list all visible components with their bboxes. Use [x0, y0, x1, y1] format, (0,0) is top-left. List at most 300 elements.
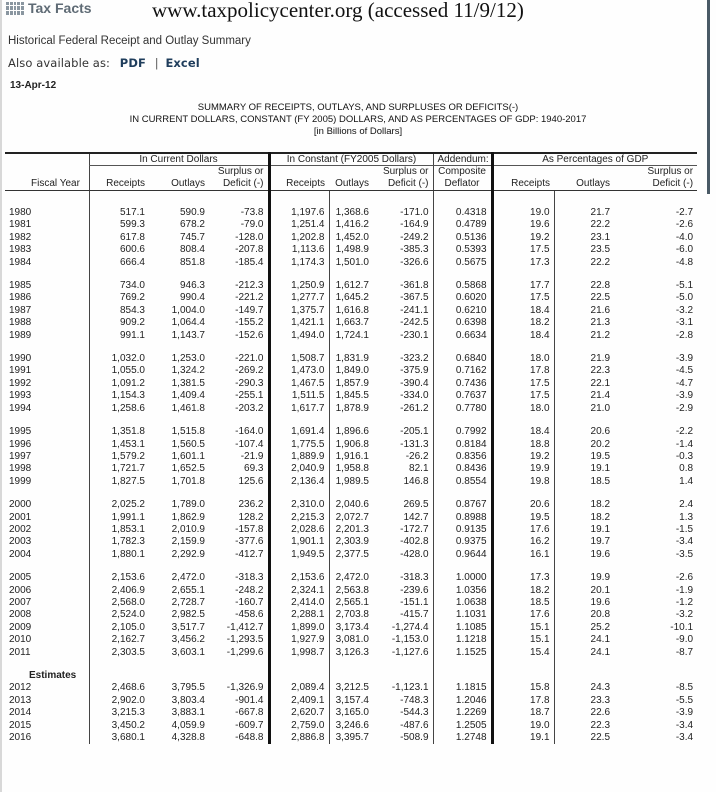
spacer-row — [5, 488, 697, 499]
value-cell: 0.8184 — [433, 439, 492, 451]
value-cell: -4.8 — [675, 256, 694, 268]
value-cell: 22.2 — [554, 257, 614, 269]
value-cell: 3,603.1 — [171, 646, 205, 658]
value-cell: 1.1815 — [433, 682, 492, 694]
value-cell: -1,127.6 — [391, 646, 429, 658]
value-cell: 2,310.0 — [269, 499, 329, 511]
value-cell: -10.1 — [670, 621, 694, 633]
value-cell: 3,803.4 — [171, 694, 205, 706]
value-cell: 17.3 — [492, 572, 554, 584]
value-cell: -609.7 — [235, 719, 264, 731]
value-cell: 3,215.3 — [89, 707, 149, 719]
value-cell: -128.0 — [235, 231, 264, 243]
table-body — [5, 191, 697, 745]
value-cell: 1,511.5 — [269, 390, 329, 402]
link-separator: | — [154, 56, 159, 70]
value-cell: 1,880.1 — [89, 549, 149, 561]
value-cell: 16.2 — [492, 536, 554, 548]
value-cell: -4.7 — [675, 377, 694, 389]
value-cell: 18.4 — [492, 305, 554, 317]
group-header-row — [5, 153, 697, 166]
value-cell: 269.5 — [403, 499, 429, 511]
value-cell: 18.0 — [492, 403, 554, 415]
value-cell: 1.0356 — [433, 585, 492, 597]
value-cell: -1.9 — [675, 584, 694, 596]
value-cell: -487.6 — [400, 719, 429, 731]
value-cell: 1.1525 — [433, 647, 492, 659]
value-cell: 1,154.3 — [89, 390, 149, 402]
fiscal-year-cell: 2008 — [9, 609, 32, 621]
table-row — [5, 207, 697, 219]
value-cell: -508.9 — [400, 732, 429, 744]
value-cell: -2.9 — [675, 402, 694, 414]
value-cell: 2,136.4 — [269, 476, 329, 488]
value-cell: 1,899.0 — [269, 622, 329, 634]
value-cell: 2,406.9 — [89, 585, 149, 597]
value-cell: 2,759.0 — [269, 720, 329, 732]
value-cell: 1,721.7 — [89, 463, 149, 475]
col-header: Deficit (-) — [373, 177, 433, 191]
value-cell: -1,412.7 — [226, 621, 264, 633]
value-cell: -131.3 — [400, 438, 429, 450]
value-cell: 1,845.5 — [329, 390, 373, 402]
value-cell: -1,123.1 — [391, 682, 429, 694]
value-cell: -323.2 — [400, 353, 429, 365]
value-cell: 2,201.3 — [329, 524, 373, 536]
fiscal-year-cell: 1983 — [9, 244, 32, 256]
value-cell: 0.8356 — [433, 451, 492, 463]
value-cell: 3,517.7 — [171, 621, 205, 633]
value-cell: -1,326.9 — [226, 682, 264, 694]
summary-line-3: [in Billions of Dollars] — [313, 126, 403, 137]
value-cell: 18.4 — [492, 426, 554, 438]
value-cell: -361.8 — [400, 280, 429, 292]
scrollbar-edge — [707, 0, 710, 54]
table-row — [5, 585, 697, 597]
value-cell: 1,789.0 — [171, 499, 205, 511]
fiscal-year-cell: 2010 — [9, 634, 32, 646]
value-cell: 21.7 — [554, 207, 614, 219]
value-cell: 19.6 — [554, 549, 614, 561]
value-cell: 1,498.9 — [329, 244, 373, 256]
table-row — [5, 378, 697, 390]
value-cell: 1.3 — [679, 511, 694, 523]
fiscal-year-cell: 2014 — [9, 707, 32, 719]
value-cell: 1,368.6 — [329, 207, 373, 219]
value-cell: 0.4318 — [433, 207, 492, 219]
value-cell: -171.0 — [400, 207, 429, 218]
report-date: 13-Apr-12 — [10, 80, 57, 91]
value-cell: 24.1 — [554, 647, 614, 659]
value-cell: 19.2 — [492, 451, 554, 463]
value-cell: 3,081.0 — [329, 634, 373, 646]
table-row — [5, 330, 697, 342]
value-cell: -367.5 — [400, 292, 429, 304]
value-cell: -157.8 — [235, 523, 264, 535]
value-cell: 2,040.6 — [329, 499, 373, 511]
value-cell: 2,377.5 — [329, 549, 373, 561]
value-cell: -230.1 — [400, 329, 429, 341]
table-row — [5, 476, 697, 488]
value-cell: 21.0 — [554, 403, 614, 415]
value-cell: 2,565.1 — [329, 597, 373, 609]
also-available-label: Also available as: — [8, 56, 111, 70]
table-row — [5, 647, 697, 659]
group-addendum: Addendum: — [433, 153, 492, 166]
spacer-row — [5, 561, 697, 572]
value-cell: 0.5868 — [433, 280, 492, 292]
col-header: Receipts — [492, 177, 554, 191]
value-cell: 3,395.7 — [329, 732, 373, 744]
value-cell: -160.7 — [235, 596, 264, 608]
value-cell: 946.3 — [179, 280, 205, 292]
value-cell: 23.3 — [554, 695, 614, 707]
value-cell: 22.8 — [554, 280, 614, 292]
value-cell: 2,288.1 — [269, 609, 329, 621]
table-row — [5, 732, 697, 744]
value-cell: -326.6 — [400, 256, 429, 268]
value-cell: 2,040.9 — [269, 463, 329, 475]
value-cell: 1,381.5 — [171, 377, 205, 389]
value-cell: 1,091.2 — [89, 378, 149, 390]
estimates-row — [5, 670, 697, 682]
value-cell: 1,473.0 — [269, 365, 329, 377]
value-cell: 1,324.2 — [171, 365, 205, 377]
fiscal-year-cell: 1986 — [9, 292, 32, 304]
fiscal-year-cell: 1992 — [9, 377, 32, 389]
value-cell: -8.7 — [675, 646, 694, 658]
value-cell: 2,028.6 — [269, 524, 329, 536]
value-cell: 990.4 — [179, 292, 205, 304]
value-cell: 2,655.1 — [171, 584, 205, 596]
value-cell: -415.7 — [400, 609, 429, 621]
table-row — [5, 609, 697, 621]
value-cell: 0.7992 — [433, 426, 492, 438]
value-cell: 1,775.5 — [269, 439, 329, 451]
value-cell: 517.1 — [89, 207, 149, 219]
value-cell: 20.8 — [554, 609, 614, 621]
value-cell: -212.3 — [235, 280, 264, 292]
value-cell: 2,902.0 — [89, 695, 149, 707]
value-cell: 1,453.1 — [89, 439, 149, 451]
value-cell: 1,113.6 — [269, 244, 329, 256]
value-cell: 1,055.0 — [89, 365, 149, 377]
value-cell: 15.1 — [492, 622, 554, 634]
value-cell: 18.2 — [554, 512, 614, 524]
value-cell: 0.5136 — [433, 232, 492, 244]
value-cell: 2,472.0 — [329, 572, 373, 584]
value-cell: 1,896.6 — [329, 426, 373, 438]
value-cell: -149.7 — [235, 304, 264, 316]
value-cell: -155.2 — [235, 317, 264, 329]
fiscal-year-cell: 2002 — [9, 523, 32, 535]
value-cell: 0.9135 — [433, 524, 492, 536]
value-cell: 2,409.1 — [269, 695, 329, 707]
value-cell: -9.0 — [675, 634, 694, 646]
value-cell: 0.8554 — [433, 476, 492, 488]
fiscal-year-cell: 2000 — [9, 499, 32, 511]
value-cell: 0.7780 — [433, 403, 492, 415]
value-cell: 1,878.9 — [329, 403, 373, 415]
value-cell: -3.9 — [675, 707, 694, 719]
value-cell: -1,293.5 — [226, 634, 264, 646]
fiscal-year-cell: 2003 — [9, 536, 32, 548]
value-cell: 0.6398 — [433, 317, 492, 329]
value-cell: 18.7 — [492, 707, 554, 719]
group-constant-dollars: In Constant (FY2005 Dollars) — [269, 153, 433, 166]
fiscal-year-cell: 1996 — [9, 438, 32, 450]
value-cell: 22.5 — [554, 292, 614, 304]
value-cell: 1,617.7 — [269, 403, 329, 415]
summary-table-container — [5, 152, 697, 744]
value-cell: 3,456.2 — [171, 634, 205, 646]
value-cell: 2,703.8 — [329, 609, 373, 621]
value-cell: 808.4 — [179, 244, 205, 256]
value-cell: 2.4 — [679, 499, 694, 511]
group-pct-gdp: As Percentages of GDP — [492, 153, 697, 166]
value-cell: 20.1 — [554, 585, 614, 597]
url-caption: www.taxpolicycenter.org (accessed 11/9/12) — [152, 0, 524, 22]
value-cell: 1,652.5 — [171, 463, 205, 475]
pdf-link[interactable]: PDF — [119, 56, 146, 70]
value-cell: 1.1218 — [433, 634, 492, 646]
col-header: Deficit (-) — [614, 177, 697, 191]
value-cell: 745.7 — [179, 231, 205, 243]
value-cell: -1,299.6 — [226, 646, 264, 658]
value-cell: -412.7 — [235, 548, 264, 560]
table-row — [5, 512, 697, 524]
value-cell: 0.6210 — [433, 305, 492, 317]
fiscal-year-cell: 1987 — [9, 304, 32, 316]
fiscal-year-cell: 1982 — [9, 231, 32, 243]
fiscal-year-cell: 1998 — [9, 463, 32, 475]
value-cell: 1,174.3 — [269, 257, 329, 269]
value-cell: -390.4 — [400, 377, 429, 389]
value-cell: 1,351.8 — [89, 426, 149, 438]
value-cell: -901.4 — [235, 694, 264, 706]
value-cell: 1.2046 — [433, 695, 492, 707]
value-cell: 1,416.2 — [329, 219, 373, 231]
value-cell: 909.2 — [89, 317, 149, 329]
value-cell: 1,515.8 — [171, 426, 205, 438]
value-cell: 1,461.8 — [171, 402, 205, 414]
value-cell: 1,258.6 — [89, 403, 149, 415]
value-cell: 19.0 — [492, 207, 554, 219]
value-cell: 15.1 — [492, 634, 554, 646]
value-cell: 2,215.3 — [269, 512, 329, 524]
value-cell: 0.8436 — [433, 463, 492, 475]
value-cell: 22.3 — [554, 365, 614, 377]
value-cell: -269.2 — [235, 365, 264, 377]
fiscal-year-cell: 1997 — [9, 450, 32, 462]
value-cell: -6.0 — [675, 244, 694, 256]
col-header-fiscal-year: Fiscal Year — [5, 177, 89, 191]
value-cell: -3.2 — [675, 609, 694, 621]
value-cell: 1,197.6 — [269, 207, 329, 219]
value-cell: -164.0 — [235, 426, 264, 438]
value-cell: 3,212.5 — [329, 682, 373, 694]
value-cell: 1.0000 — [433, 572, 492, 584]
col-header: Composite — [433, 166, 492, 178]
value-cell: 19.6 — [492, 219, 554, 231]
value-cell: -79.0 — [240, 219, 264, 231]
excel-link[interactable]: Excel — [165, 56, 200, 70]
value-cell: 0.6020 — [433, 292, 492, 304]
fiscal-year-cell: 2001 — [9, 511, 32, 523]
fiscal-year-cell: 2016 — [9, 732, 32, 744]
value-cell: -73.8 — [240, 207, 264, 218]
table-row — [5, 257, 697, 269]
value-cell: 1,827.5 — [89, 476, 149, 488]
value-cell: 1.4 — [679, 475, 694, 487]
value-cell: -3.1 — [675, 317, 694, 329]
value-cell: -2.7 — [675, 207, 694, 218]
value-cell: -458.6 — [235, 609, 264, 621]
table-row — [5, 451, 697, 463]
value-cell: -667.8 — [235, 707, 264, 719]
value-cell: 734.0 — [89, 280, 149, 292]
value-cell: -428.0 — [400, 548, 429, 560]
value-cell: 1,949.5 — [269, 549, 329, 561]
value-cell: 1,560.5 — [171, 438, 205, 450]
table-row — [5, 280, 697, 292]
table-row — [5, 499, 697, 511]
value-cell: -164.9 — [400, 219, 429, 231]
table-row — [5, 365, 697, 377]
value-cell: 15.4 — [492, 647, 554, 659]
value-cell: 20.2 — [554, 439, 614, 451]
value-cell: 17.6 — [492, 609, 554, 621]
value-cell: -318.3 — [400, 572, 429, 584]
fiscal-year-cell: 1995 — [9, 426, 32, 438]
value-cell: 20.6 — [492, 499, 554, 511]
value-cell: -21.9 — [240, 450, 264, 462]
value-cell: -152.6 — [235, 329, 264, 341]
value-cell: -402.8 — [400, 536, 429, 548]
value-cell: 19.7 — [554, 536, 614, 548]
value-cell: 1,508.7 — [269, 353, 329, 365]
value-cell: -239.6 — [400, 584, 429, 596]
value-cell: 3,126.3 — [329, 647, 373, 659]
value-cell: 17.5 — [492, 378, 554, 390]
value-cell: 18.5 — [554, 476, 614, 488]
fiscal-year-cell: 1980 — [9, 207, 32, 218]
fiscal-year-cell: 1989 — [9, 329, 32, 341]
value-cell: -3.4 — [675, 732, 694, 744]
value-cell: 128.2 — [238, 511, 264, 523]
value-cell: 19.9 — [492, 463, 554, 475]
value-cell: -544.3 — [400, 707, 429, 719]
fiscal-year-cell: 2005 — [9, 572, 32, 584]
value-cell: 1,853.1 — [89, 524, 149, 536]
table-row — [5, 572, 697, 584]
tax-facts-grid-icon — [6, 2, 24, 15]
value-cell: -255.1 — [235, 390, 264, 402]
value-cell: 2,472.0 — [171, 572, 205, 584]
value-cell: 16.1 — [492, 549, 554, 561]
table-row — [5, 682, 697, 694]
value-cell: 3,450.2 — [89, 720, 149, 732]
value-cell: 21.9 — [554, 353, 614, 365]
table-row — [5, 597, 697, 609]
value-cell: 1,991.1 — [89, 512, 149, 524]
value-cell: 22.6 — [554, 707, 614, 719]
value-cell: 851.8 — [179, 256, 205, 268]
value-cell: -2.6 — [675, 219, 694, 231]
value-cell: -290.3 — [235, 377, 264, 389]
value-cell: 2,162.7 — [89, 634, 149, 646]
value-cell: 21.3 — [554, 317, 614, 329]
value-cell: 991.1 — [89, 330, 149, 342]
col-header: Receipts — [89, 177, 149, 191]
value-cell: 1,616.8 — [329, 305, 373, 317]
page-title: Historical Federal Receipt and Outlay Summary — [8, 35, 251, 47]
value-cell: -1,153.0 — [391, 634, 429, 646]
table-row — [5, 634, 697, 646]
value-cell: 0.8988 — [433, 512, 492, 524]
table-row — [5, 305, 697, 317]
fiscal-year-cell: 1985 — [9, 280, 32, 292]
value-cell: -1.4 — [675, 438, 694, 450]
table-row — [5, 463, 697, 475]
value-cell: 17.5 — [492, 390, 554, 402]
value-cell: -5.0 — [675, 292, 694, 304]
subheader-row-1 — [5, 166, 697, 178]
summary-heading — [0, 102, 716, 138]
value-cell: 1,501.0 — [329, 257, 373, 269]
value-cell: -385.3 — [400, 244, 429, 256]
value-cell: 2,072.7 — [329, 512, 373, 524]
value-cell: 1,849.0 — [329, 365, 373, 377]
value-cell: 17.7 — [492, 280, 554, 292]
tax-facts-logo — [6, 0, 92, 16]
scrollbar-edge — [707, 140, 710, 194]
value-cell: 17.8 — [492, 365, 554, 377]
value-cell: 19.1 — [554, 524, 614, 536]
value-cell: -1,274.4 — [391, 621, 429, 633]
value-cell: 1,901.1 — [269, 536, 329, 548]
value-cell: 125.6 — [238, 475, 264, 487]
value-cell: 21.4 — [554, 390, 614, 402]
value-cell: 1,857.9 — [329, 378, 373, 390]
value-cell: 3,165.0 — [329, 707, 373, 719]
fiscal-year-cell: 2004 — [9, 548, 32, 560]
value-cell: 1.1085 — [433, 622, 492, 634]
table-row — [5, 720, 697, 732]
value-cell: 1,579.2 — [89, 451, 149, 463]
value-cell: 1,253.0 — [171, 353, 205, 365]
subheader-row-2 — [5, 177, 697, 191]
value-cell: 2,303.9 — [329, 536, 373, 548]
value-cell: -261.2 — [400, 402, 429, 414]
value-cell: 18.4 — [492, 330, 554, 342]
value-cell: 1,452.0 — [329, 232, 373, 244]
value-cell: -5.5 — [675, 694, 694, 706]
value-cell: -249.2 — [400, 231, 429, 243]
table-row — [5, 536, 697, 548]
value-cell: 1.0638 — [433, 597, 492, 609]
value-cell: 2,303.5 — [89, 647, 149, 659]
value-cell: 1,250.9 — [269, 280, 329, 292]
value-cell: 3,173.4 — [329, 622, 373, 634]
value-cell: 20.6 — [554, 426, 614, 438]
value-cell: 17.5 — [492, 292, 554, 304]
value-cell: -3.9 — [675, 390, 694, 402]
value-cell: 19.1 — [554, 463, 614, 475]
value-cell: 19.8 — [492, 476, 554, 488]
value-cell: 18.5 — [492, 597, 554, 609]
value-cell: 2,468.6 — [89, 682, 149, 694]
